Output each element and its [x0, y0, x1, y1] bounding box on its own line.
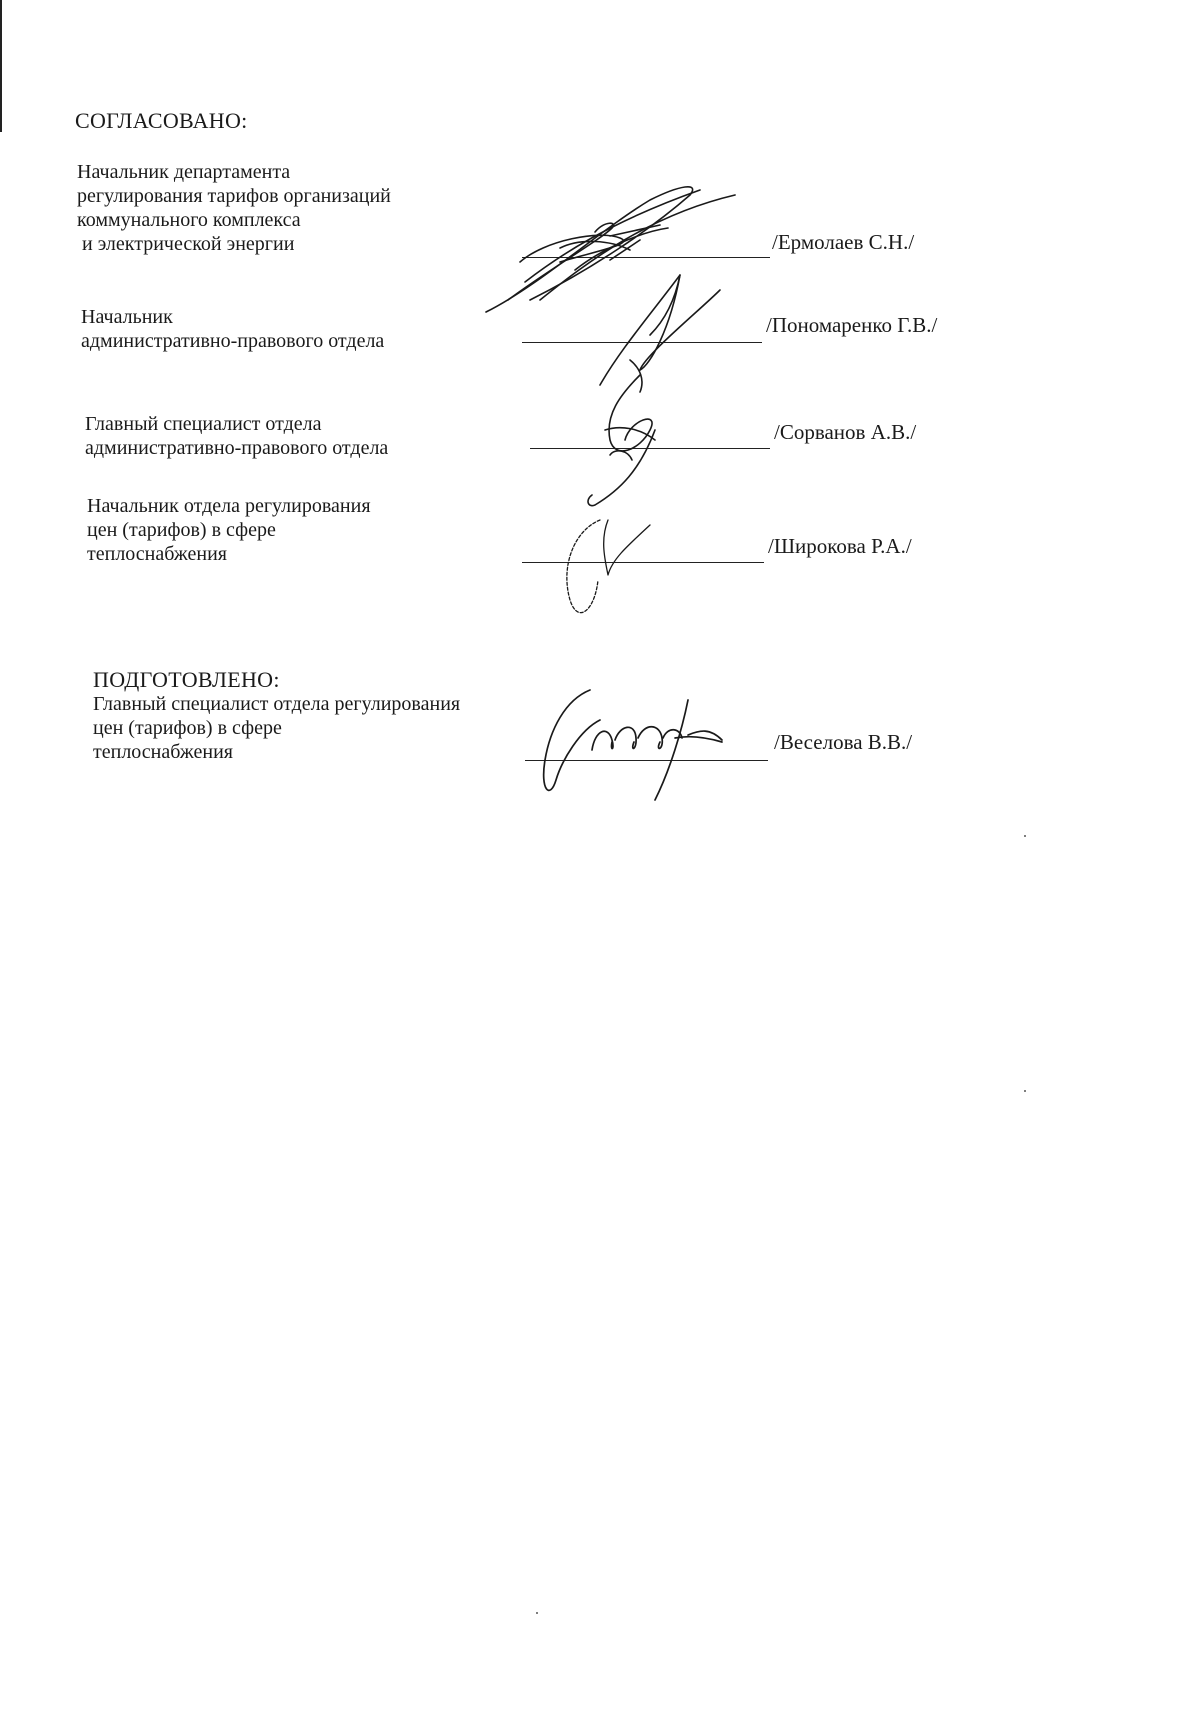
title-line: коммунального комплекса [77, 209, 301, 231]
signature-2 [600, 275, 720, 392]
prepared-signatory-title [93, 692, 460, 764]
signatory-title-4 [87, 494, 371, 566]
title-line: административно-правового отдела [81, 330, 385, 352]
signatory-title-2 [81, 305, 384, 353]
title-line: цен (тарифов) в сфере [87, 519, 276, 541]
signature-3 [588, 375, 655, 506]
signatory-name-3: /Сорванов А.В./ [774, 420, 917, 444]
title-line: Главный специалист отдела [85, 413, 322, 435]
signature-line-4 [522, 562, 764, 563]
title-line: теплоснабжения [87, 543, 227, 565]
title-line: регулирования тарифов организаций [77, 185, 391, 207]
title-line: Начальник отдела регулирования [87, 495, 371, 517]
title-line: Начальник департамента [77, 161, 291, 183]
signature-line-3 [530, 448, 770, 449]
title-line: административно-правового отдела [85, 437, 389, 459]
signatory-name-4: /Широкова Р.А./ [768, 534, 912, 558]
title-line: Главный специалист отдела регулирования [93, 693, 461, 715]
scan-speck [1024, 835, 1026, 837]
signature-5 [544, 690, 722, 800]
signature-4 [567, 520, 650, 613]
prepared-signatory-name: /Веселова В.В./ [774, 730, 913, 754]
signature-line-5 [525, 760, 768, 761]
title-line: теплоснабжения [93, 741, 233, 763]
signature-1 [486, 187, 735, 312]
agreed-heading: СОГЛАСОВАНО: [75, 108, 248, 133]
signature-line-2 [522, 342, 762, 343]
signatory-title-1 [77, 160, 391, 256]
title-line: Начальник [81, 306, 173, 328]
scan-speck [536, 1612, 538, 1614]
signatory-name-2: /Пономаренко Г.В./ [766, 313, 938, 337]
signature-line-1 [522, 257, 770, 258]
signatory-title-3 [85, 412, 388, 460]
title-line: цен (тарифов) в сфере [93, 717, 282, 739]
prepared-heading: ПОДГОТОВЛЕНО: [93, 667, 280, 692]
scan-speck [1024, 1090, 1026, 1092]
title-line: и электрической энергии [77, 233, 295, 255]
signatory-name-1: /Ермолаев С.Н./ [772, 230, 915, 254]
scan-edge-mark [0, 0, 2, 132]
